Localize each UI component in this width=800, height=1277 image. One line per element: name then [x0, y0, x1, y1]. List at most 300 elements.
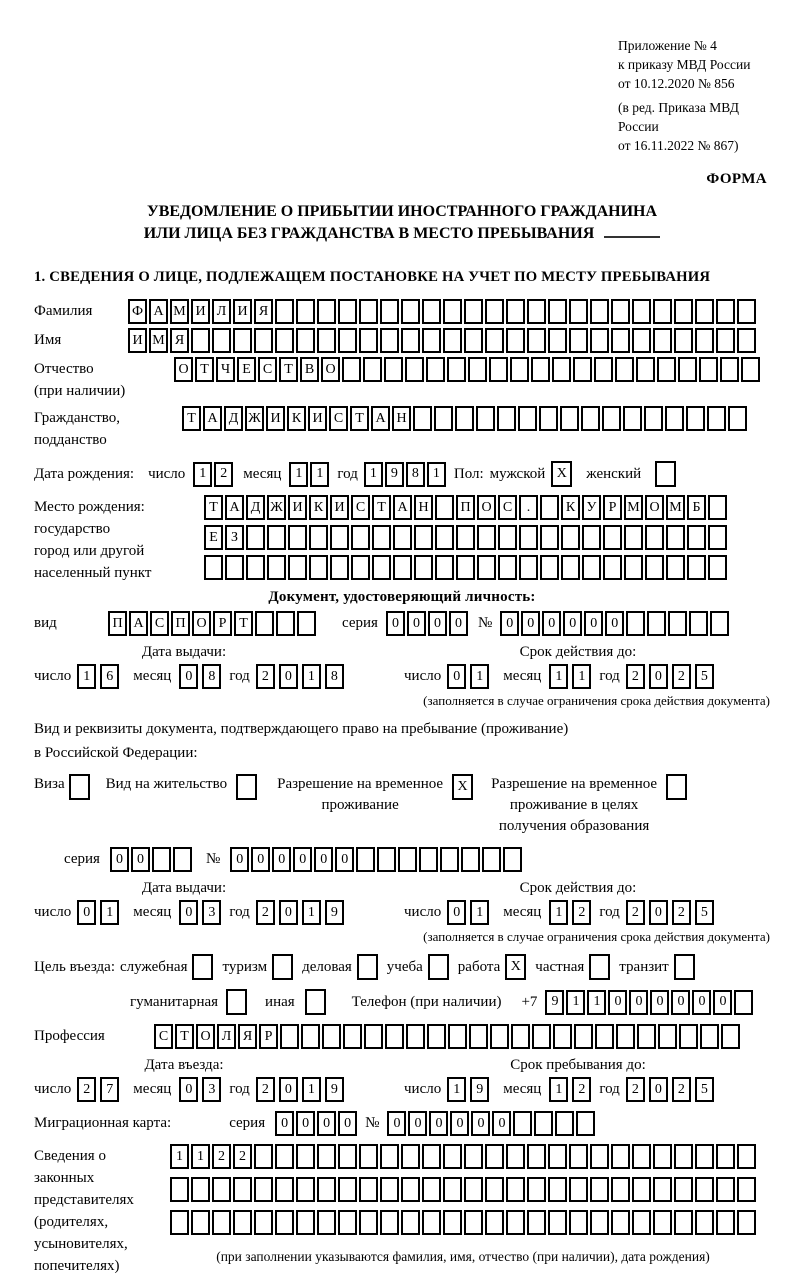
box-cell[interactable]: 2 — [256, 664, 275, 689]
box-cell[interactable] — [330, 555, 349, 580]
box-cell[interactable]: О — [645, 495, 664, 520]
box-cell[interactable] — [393, 525, 412, 550]
box-cell[interactable] — [624, 555, 643, 580]
box-cell[interactable]: Т — [372, 495, 391, 520]
box-cell[interactable]: Т — [350, 406, 369, 431]
box-cell[interactable] — [192, 954, 213, 980]
box-cell[interactable] — [317, 1210, 336, 1235]
box-cell[interactable]: О — [321, 357, 340, 382]
box-cell[interactable] — [440, 847, 459, 872]
box-cell[interactable] — [603, 555, 622, 580]
box-cell[interactable] — [435, 495, 454, 520]
box-cell[interactable] — [695, 328, 714, 353]
box-cell[interactable] — [666, 525, 685, 550]
box-cell[interactable]: 0 — [542, 611, 561, 636]
box-cell[interactable] — [632, 1144, 651, 1169]
box-cell[interactable] — [548, 1144, 567, 1169]
box-cell[interactable]: П — [456, 495, 475, 520]
box-cell[interactable]: 1 — [364, 462, 383, 487]
box-cell[interactable]: М — [149, 328, 168, 353]
box-cell[interactable] — [426, 357, 445, 382]
gender-female-checkbox[interactable] — [655, 461, 676, 487]
box-cell[interactable] — [359, 1144, 378, 1169]
box-cell[interactable] — [280, 1024, 299, 1049]
box-cell[interactable]: 0 — [649, 1077, 668, 1102]
box-cell[interactable]: И — [266, 406, 285, 431]
box-cell[interactable]: 1 — [193, 462, 212, 487]
box-cell[interactable]: А — [203, 406, 222, 431]
box-cell[interactable] — [191, 328, 210, 353]
box-cell[interactable] — [170, 1210, 189, 1235]
box-cell[interactable]: 1 — [549, 1077, 568, 1102]
purpose-business-checkbox[interactable] — [357, 954, 378, 980]
box-cell[interactable] — [246, 525, 265, 550]
box-cell[interactable] — [212, 1210, 231, 1235]
box-cell[interactable] — [668, 611, 687, 636]
box-cell[interactable] — [647, 611, 666, 636]
box-cell[interactable] — [695, 299, 714, 324]
box-cell[interactable]: 0 — [471, 1111, 490, 1136]
box-cell[interactable] — [401, 1177, 420, 1202]
box-cell[interactable] — [309, 525, 328, 550]
temp-residence-education-checkbox[interactable] — [666, 774, 687, 800]
box-cell[interactable] — [296, 1144, 315, 1169]
box-cell[interactable] — [226, 989, 247, 1015]
box-cell[interactable] — [506, 1210, 525, 1235]
box-cell[interactable] — [590, 1177, 609, 1202]
box-cell[interactable]: Е — [237, 357, 256, 382]
box-cell[interactable] — [338, 1210, 357, 1235]
box-cell[interactable]: 2 — [77, 1077, 96, 1102]
box-cell[interactable] — [548, 1210, 567, 1235]
box-cell[interactable]: У — [582, 495, 601, 520]
box-cell[interactable] — [275, 1144, 294, 1169]
box-cell[interactable] — [716, 1210, 735, 1235]
box-cell[interactable]: 1 — [566, 990, 585, 1015]
box-cell[interactable]: И — [128, 328, 147, 353]
box-cell[interactable]: 1 — [302, 664, 321, 689]
box-cell[interactable] — [569, 1210, 588, 1235]
box-cell[interactable]: X — [505, 954, 526, 980]
box-cell[interactable]: 2 — [626, 900, 645, 925]
box-cell[interactable]: 1 — [77, 664, 96, 689]
box-cell[interactable]: X — [452, 774, 473, 800]
box-cell[interactable] — [427, 1024, 446, 1049]
box-cell[interactable] — [393, 555, 412, 580]
box-cell[interactable]: Я — [254, 299, 273, 324]
box-cell[interactable] — [435, 525, 454, 550]
box-cell[interactable] — [611, 328, 630, 353]
box-cell[interactable]: Л — [212, 299, 231, 324]
box-cell[interactable]: 0 — [110, 847, 129, 872]
box-cell[interactable] — [296, 328, 315, 353]
box-cell[interactable]: Т — [175, 1024, 194, 1049]
box-cell[interactable] — [552, 357, 571, 382]
box-cell[interactable]: 0 — [450, 1111, 469, 1136]
box-cell[interactable] — [485, 328, 504, 353]
box-cell[interactable] — [267, 525, 286, 550]
box-cell[interactable]: К — [287, 406, 306, 431]
purpose-humanitarian-checkbox[interactable] — [226, 989, 247, 1015]
box-cell[interactable] — [338, 299, 357, 324]
box-cell[interactable]: Т — [279, 357, 298, 382]
box-cell[interactable] — [490, 1024, 509, 1049]
box-cell[interactable] — [653, 328, 672, 353]
box-cell[interactable]: 0 — [335, 847, 354, 872]
box-cell[interactable]: 1 — [470, 664, 489, 689]
box-cell[interactable] — [380, 1144, 399, 1169]
box-cell[interactable] — [741, 357, 760, 382]
box-cell[interactable] — [401, 328, 420, 353]
box-cell[interactable]: А — [129, 611, 148, 636]
box-cell[interactable] — [548, 1177, 567, 1202]
box-cell[interactable]: Ч — [216, 357, 235, 382]
box-cell[interactable]: Е — [204, 525, 223, 550]
box-cell[interactable]: 0 — [386, 611, 405, 636]
box-cell[interactable]: Т — [204, 495, 223, 520]
box-cell[interactable]: 8 — [202, 664, 221, 689]
box-cell[interactable] — [275, 1210, 294, 1235]
box-cell[interactable] — [734, 990, 753, 1015]
box-cell[interactable]: А — [393, 495, 412, 520]
box-cell[interactable]: 2 — [626, 664, 645, 689]
box-cell[interactable]: 2 — [212, 1144, 231, 1169]
box-cell[interactable] — [301, 1024, 320, 1049]
box-cell[interactable]: 0 — [179, 900, 198, 925]
box-cell[interactable] — [405, 357, 424, 382]
box-cell[interactable]: 0 — [275, 1111, 294, 1136]
box-cell[interactable]: 0 — [449, 611, 468, 636]
box-cell[interactable] — [359, 299, 378, 324]
box-cell[interactable]: 1 — [447, 1077, 466, 1102]
box-cell[interactable] — [657, 357, 676, 382]
box-cell[interactable] — [674, 954, 695, 980]
box-cell[interactable] — [485, 299, 504, 324]
box-cell[interactable]: П — [171, 611, 190, 636]
box-cell[interactable] — [380, 1210, 399, 1235]
box-cell[interactable] — [689, 611, 708, 636]
box-cell[interactable] — [708, 525, 727, 550]
box-cell[interactable] — [363, 357, 382, 382]
box-cell[interactable] — [513, 1111, 532, 1136]
box-cell[interactable] — [464, 1144, 483, 1169]
box-cell[interactable] — [611, 299, 630, 324]
box-cell[interactable]: Н — [392, 406, 411, 431]
box-cell[interactable] — [414, 555, 433, 580]
box-cell[interactable] — [254, 1177, 273, 1202]
box-cell[interactable]: 0 — [293, 847, 312, 872]
box-cell[interactable] — [356, 847, 375, 872]
purpose-study-checkbox[interactable] — [428, 954, 449, 980]
box-cell[interactable] — [380, 299, 399, 324]
box-cell[interactable] — [434, 406, 453, 431]
box-cell[interactable] — [317, 328, 336, 353]
box-cell[interactable]: 9 — [545, 990, 564, 1015]
box-cell[interactable] — [666, 774, 687, 800]
box-cell[interactable]: 0 — [563, 611, 582, 636]
box-cell[interactable] — [626, 611, 645, 636]
box-cell[interactable]: 0 — [671, 990, 690, 1015]
box-cell[interactable] — [539, 406, 558, 431]
box-cell[interactable]: 9 — [470, 1077, 489, 1102]
box-cell[interactable] — [401, 299, 420, 324]
box-cell[interactable] — [384, 357, 403, 382]
box-cell[interactable] — [540, 555, 559, 580]
box-cell[interactable] — [665, 406, 684, 431]
box-cell[interactable]: Р — [603, 495, 622, 520]
purpose-official-checkbox[interactable] — [192, 954, 213, 980]
box-cell[interactable] — [338, 328, 357, 353]
visa-checkbox[interactable] — [69, 774, 90, 800]
box-cell[interactable] — [275, 299, 294, 324]
box-cell[interactable] — [342, 357, 361, 382]
purpose-other-checkbox[interactable] — [305, 989, 326, 1015]
box-cell[interactable] — [548, 328, 567, 353]
box-cell[interactable] — [710, 611, 729, 636]
box-cell[interactable]: 0 — [429, 1111, 448, 1136]
box-cell[interactable] — [674, 328, 693, 353]
box-cell[interactable] — [518, 406, 537, 431]
box-cell[interactable] — [728, 406, 747, 431]
box-cell[interactable] — [644, 406, 663, 431]
box-cell[interactable] — [645, 525, 664, 550]
box-cell[interactable]: 0 — [314, 847, 333, 872]
box-cell[interactable] — [624, 525, 643, 550]
box-cell[interactable] — [632, 328, 651, 353]
box-cell[interactable] — [225, 555, 244, 580]
box-cell[interactable] — [443, 1177, 462, 1202]
box-cell[interactable]: 1 — [549, 900, 568, 925]
box-cell[interactable] — [595, 1024, 614, 1049]
box-cell[interactable]: 8 — [406, 462, 425, 487]
box-cell[interactable] — [506, 299, 525, 324]
box-cell[interactable]: 9 — [385, 462, 404, 487]
box-cell[interactable] — [233, 1177, 252, 1202]
box-cell[interactable] — [555, 1111, 574, 1136]
box-cell[interactable]: 1 — [310, 462, 329, 487]
box-cell[interactable]: А — [149, 299, 168, 324]
box-cell[interactable]: 0 — [408, 1111, 427, 1136]
box-cell[interactable] — [204, 555, 223, 580]
box-cell[interactable] — [611, 1210, 630, 1235]
box-cell[interactable] — [658, 1024, 677, 1049]
box-cell[interactable] — [236, 774, 257, 800]
box-cell[interactable] — [686, 406, 705, 431]
box-cell[interactable]: С — [351, 495, 370, 520]
box-cell[interactable] — [699, 357, 718, 382]
box-cell[interactable] — [679, 1024, 698, 1049]
box-cell[interactable] — [687, 555, 706, 580]
box-cell[interactable] — [359, 1210, 378, 1235]
box-cell[interactable] — [330, 525, 349, 550]
box-cell[interactable]: Т — [182, 406, 201, 431]
box-cell[interactable] — [317, 1144, 336, 1169]
box-cell[interactable]: 0 — [447, 664, 466, 689]
box-cell[interactable] — [233, 328, 252, 353]
box-cell[interactable] — [582, 525, 601, 550]
box-cell[interactable] — [531, 357, 550, 382]
box-cell[interactable] — [322, 1024, 341, 1049]
purpose-transit-checkbox[interactable] — [674, 954, 695, 980]
box-cell[interactable] — [212, 328, 231, 353]
box-cell[interactable]: 1 — [100, 900, 119, 925]
box-cell[interactable] — [532, 1024, 551, 1049]
box-cell[interactable]: 2 — [672, 900, 691, 925]
box-cell[interactable]: С — [329, 406, 348, 431]
box-cell[interactable]: 0 — [492, 1111, 511, 1136]
box-cell[interactable] — [589, 954, 610, 980]
purpose-private-checkbox[interactable] — [589, 954, 610, 980]
box-cell[interactable] — [506, 328, 525, 353]
box-cell[interactable] — [455, 406, 474, 431]
box-cell[interactable]: 5 — [695, 664, 714, 689]
box-cell[interactable]: 0 — [230, 847, 249, 872]
box-cell[interactable] — [506, 1177, 525, 1202]
box-cell[interactable] — [540, 495, 559, 520]
box-cell[interactable]: . — [519, 495, 538, 520]
box-cell[interactable] — [443, 1144, 462, 1169]
box-cell[interactable] — [288, 555, 307, 580]
box-cell[interactable] — [422, 328, 441, 353]
box-cell[interactable] — [548, 299, 567, 324]
box-cell[interactable] — [498, 525, 517, 550]
box-cell[interactable]: О — [192, 611, 211, 636]
box-cell[interactable]: 1 — [302, 1077, 321, 1102]
box-cell[interactable]: К — [309, 495, 328, 520]
box-cell[interactable] — [653, 1210, 672, 1235]
box-cell[interactable] — [527, 1210, 546, 1235]
box-cell[interactable] — [653, 299, 672, 324]
box-cell[interactable]: 9 — [325, 900, 344, 925]
box-cell[interactable]: 0 — [179, 664, 198, 689]
box-cell[interactable] — [246, 555, 265, 580]
box-cell[interactable]: 0 — [272, 847, 291, 872]
box-cell[interactable] — [561, 525, 580, 550]
box-cell[interactable]: Ж — [245, 406, 264, 431]
box-cell[interactable]: 0 — [387, 1111, 406, 1136]
box-cell[interactable] — [338, 1177, 357, 1202]
box-cell[interactable] — [372, 525, 391, 550]
box-cell[interactable] — [233, 1210, 252, 1235]
box-cell[interactable]: 0 — [650, 990, 669, 1015]
box-cell[interactable] — [569, 1177, 588, 1202]
box-cell[interactable] — [498, 555, 517, 580]
box-cell[interactable] — [674, 299, 693, 324]
box-cell[interactable] — [590, 1210, 609, 1235]
box-cell[interactable] — [590, 299, 609, 324]
box-cell[interactable]: С — [498, 495, 517, 520]
box-cell[interactable]: А — [225, 495, 244, 520]
box-cell[interactable]: 1 — [587, 990, 606, 1015]
box-cell[interactable] — [616, 1024, 635, 1049]
box-cell[interactable]: 0 — [713, 990, 732, 1015]
box-cell[interactable] — [357, 954, 378, 980]
box-cell[interactable]: О — [196, 1024, 215, 1049]
box-cell[interactable] — [364, 1024, 383, 1049]
box-cell[interactable] — [569, 328, 588, 353]
box-cell[interactable]: 1 — [572, 664, 591, 689]
box-cell[interactable] — [173, 847, 192, 872]
box-cell[interactable] — [447, 357, 466, 382]
box-cell[interactable] — [553, 1024, 572, 1049]
box-cell[interactable]: 0 — [521, 611, 540, 636]
box-cell[interactable] — [678, 357, 697, 382]
box-cell[interactable]: 2 — [256, 1077, 275, 1102]
box-cell[interactable] — [476, 406, 495, 431]
box-cell[interactable] — [380, 328, 399, 353]
box-cell[interactable]: Д — [224, 406, 243, 431]
box-cell[interactable] — [582, 555, 601, 580]
box-cell[interactable] — [737, 1210, 756, 1235]
box-cell[interactable] — [267, 555, 286, 580]
box-cell[interactable]: 1 — [427, 462, 446, 487]
box-cell[interactable] — [569, 1144, 588, 1169]
box-cell[interactable] — [632, 1177, 651, 1202]
box-cell[interactable]: 1 — [549, 664, 568, 689]
box-cell[interactable] — [574, 1024, 593, 1049]
box-cell[interactable] — [603, 525, 622, 550]
box-cell[interactable]: 0 — [500, 611, 519, 636]
box-cell[interactable] — [296, 299, 315, 324]
box-cell[interactable] — [297, 611, 316, 636]
box-cell[interactable]: 5 — [695, 900, 714, 925]
box-cell[interactable] — [468, 357, 487, 382]
box-cell[interactable] — [485, 1210, 504, 1235]
box-cell[interactable] — [737, 1177, 756, 1202]
box-cell[interactable] — [401, 1144, 420, 1169]
box-cell[interactable] — [632, 1210, 651, 1235]
box-cell[interactable] — [464, 328, 483, 353]
box-cell[interactable]: А — [371, 406, 390, 431]
box-cell[interactable] — [305, 989, 326, 1015]
box-cell[interactable] — [456, 555, 475, 580]
purpose-work-checkbox[interactable] — [505, 954, 526, 980]
box-cell[interactable] — [674, 1144, 693, 1169]
box-cell[interactable]: 1 — [191, 1144, 210, 1169]
box-cell[interactable]: О — [174, 357, 193, 382]
box-cell[interactable]: 1 — [289, 462, 308, 487]
box-cell[interactable] — [464, 299, 483, 324]
box-cell[interactable] — [716, 299, 735, 324]
box-cell[interactable] — [485, 1144, 504, 1169]
box-cell[interactable] — [443, 299, 462, 324]
box-cell[interactable] — [191, 1210, 210, 1235]
box-cell[interactable] — [414, 525, 433, 550]
box-cell[interactable] — [611, 1144, 630, 1169]
box-cell[interactable] — [611, 1177, 630, 1202]
box-cell[interactable] — [707, 406, 726, 431]
box-cell[interactable] — [255, 611, 274, 636]
box-cell[interactable] — [615, 357, 634, 382]
box-cell[interactable] — [637, 1024, 656, 1049]
box-cell[interactable]: 0 — [608, 990, 627, 1015]
box-cell[interactable]: И — [191, 299, 210, 324]
box-cell[interactable]: Р — [259, 1024, 278, 1049]
box-cell[interactable] — [317, 1177, 336, 1202]
box-cell[interactable]: Я — [238, 1024, 257, 1049]
box-cell[interactable]: 1 — [170, 1144, 189, 1169]
box-cell[interactable] — [687, 525, 706, 550]
box-cell[interactable] — [477, 525, 496, 550]
box-cell[interactable] — [309, 555, 328, 580]
box-cell[interactable]: 0 — [584, 611, 603, 636]
box-cell[interactable] — [503, 847, 522, 872]
box-cell[interactable]: 2 — [572, 1077, 591, 1102]
box-cell[interactable] — [413, 406, 432, 431]
box-cell[interactable] — [636, 357, 655, 382]
box-cell[interactable]: 8 — [325, 664, 344, 689]
box-cell[interactable]: 3 — [202, 900, 221, 925]
